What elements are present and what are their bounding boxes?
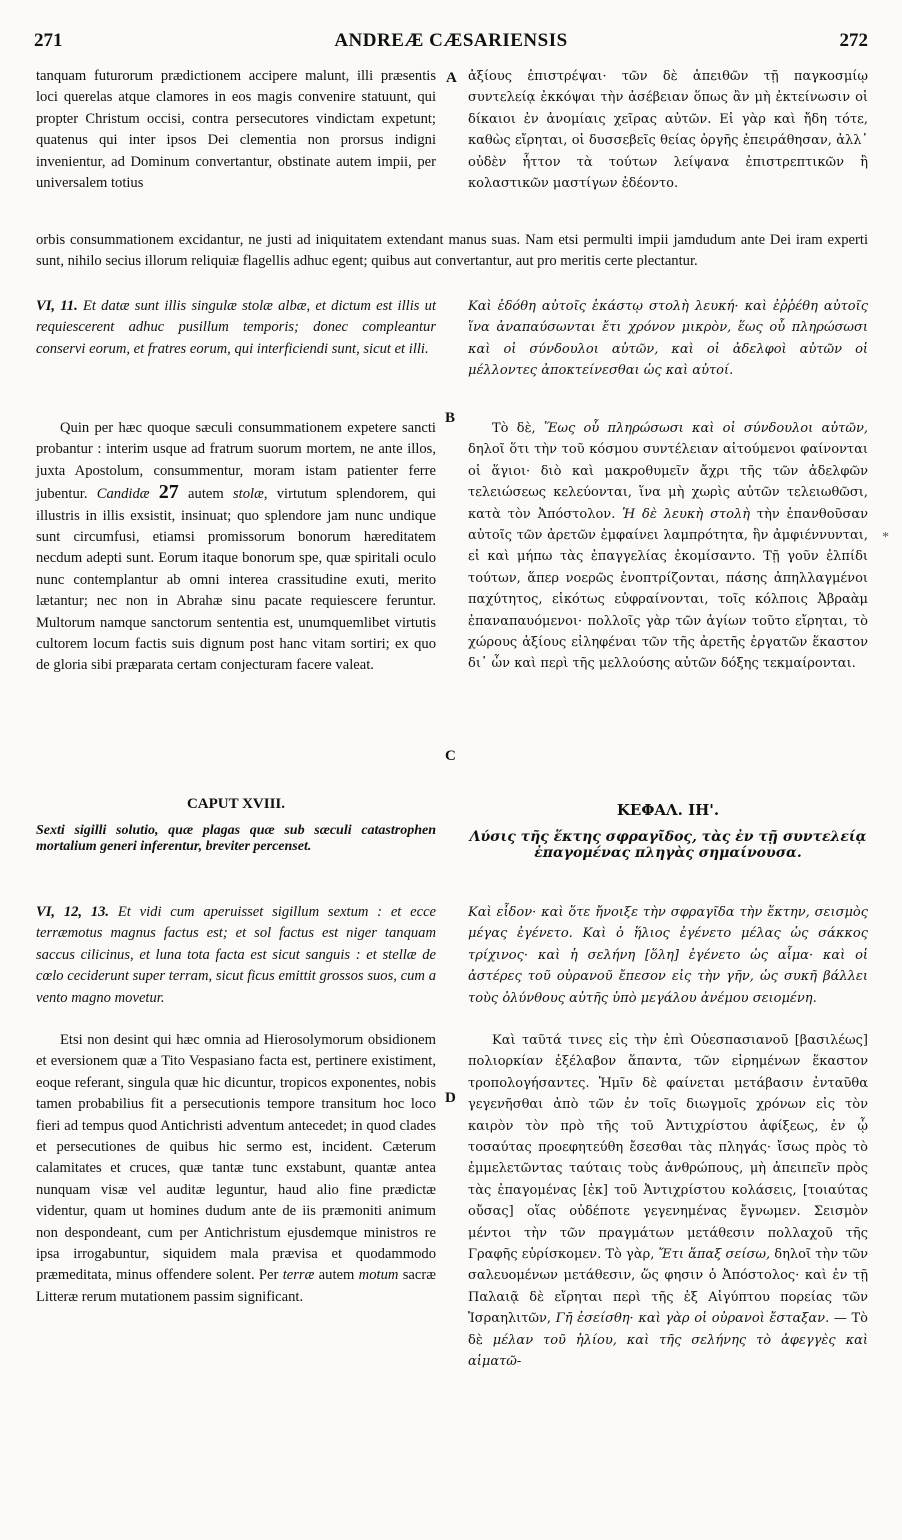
greek-verse2-text: Καὶ εἶδον· καὶ ὅτε ἤνοιξε τὴν σφραγῖδα τὴν ἕκτην, σεισμὸς μέγας ἐγένετο. Καὶ ὁ ἥλιος ἐγένετο μέλας ὡς σάκκος τρίχινος· καὶ ἡ σελήνη [ὅλη] ἐγένετο ὡς αἷμα· καὶ οἱ ἀστέρες τοῦ οὐρανοῦ ἔπεσον εἰς τὴν γῆν, ὡς συκῆ βάλλει τοὺς ὀλύνθους αὐτῆς ὑπὸ μεγάλου ἀνέμου σειομένη.: [468, 905, 868, 1006]
full-width-block: [36, 230, 868, 273]
greek-paragraph-2c: τὴν ἐπανθοῦσαν αὐτοῖς τῶν ἀρετῶν ἐμφαίνει λαμπρότητα, ἣν ἀμφιέννυνται, εἰ καὶ μήπω τὰς ἐπαγγελίας ἐκομίσαντο. Τῇ γοῦν ἐλπίδι τούτων, ἅπερ νοερῶς ἐνοπτρίζονται, πάσης ἀπηλλαγμένοι παχύτητος, εἰκότως εὐφραίνονται, τοῖς κόλποις Ἀβραὰμ ἐπαναπαυόμενοι· πολλοῖς γὰρ τῶν ἁγίων τοῦτο εἴρηται, τὸ χώρους ἀξίους εἰληφέναι τῶν τῆς ἀρετῆς ἐργατῶν ἕκαστον δι᾽ ὧν καὶ περὶ τῆς μελλούσης αὐτῶν δόξης τεκμαίρονται.: [468, 506, 868, 672]
latin-chapter-head: [36, 794, 436, 855]
page-header: [34, 30, 868, 60]
margin-marker-b: B: [445, 410, 456, 426]
latin-chapter-title: CAPUT XVIII.: [186, 796, 286, 812]
greek-paragraph-3a: Καὶ ταῦτά τινες εἰς τὴν ἐπὶ Οὐεσπασιανοῦ [βασιλέως] πολιορκίαν ἐξέλαβον ἅπαντα, τῶν εἰρημένων ἕκαστον τροπολογήσαντες. Ἡμῖν δὲ φαίνεται μετάβασιν ἐνταῦθα γεγενῆσθαι ἀπὸ τῶν ἐν τοῖς διωγμοῖς χρόνων εἰς τὸν καιρὸν τὸν πρὸ τῆς τοῦ Ἀντιχρίστου ἀφίξεως, ἐν ᾧ τοσαύτας προεφητεύθη ἔσεσθαι τὰς πληγάς· ἴσως πρὸς τὸ ἐμμελετῶντας ταύταις τοὺς ἀνθρώπους, μὴ ἀπειπεῖν πρὸς τὰς ἐπαγομένας [ἐκ] τοῦ Ἀντιχρίστου κολάσεις, [τοιαύτας οὔσας] οἵας οὐδέποτε γεγενημένας ἔγνωμεν. Σεισμὸν μέντοι τὴν τῶν πραγμάτων μετάθεσιν πολλαχοῦ τῆς Γραφῆς εὑρίσκομεν. Τὸ γὰρ,: [468, 1033, 868, 1263]
greek-chapter-title: ΚΕΦΑΛ. ΙΗ'.: [616, 801, 720, 819]
greek-paragraph-3b: δηλοῖ τὴν τῶν σαλευομένων μετάθεσιν, ὥς φησιν ὁ Ἀπόστολος· καὶ ἐν τῇ Παλαιᾷ δὲ εἴρηται περὶ τῆς ἐξ Αἰγύπτου πορείας τῶν Ἰσραηλιτῶν,: [468, 1247, 868, 1327]
latin-verse-text: Et datæ sunt illis singulæ stolæ albæ, et dictum est illis ut requiescerent adhuc pusillum temporis; donec compleantur conservi eorum, et fratres eorum, qui interficiendi sunt, sicut et illi.: [36, 298, 436, 357]
greek-verse-text: Καὶ ἐδόθη αὐτοῖς ἑκάστῳ στολὴ λευκή· καὶ ἐῤῥέθη αὐτοῖς ἵνα ἀναπαύσωνται ἔτι χρόνον μικρὸν, ἕως οὗ πληρώσωσι καὶ οἱ σύνδουλοι αὐτῶν, καὶ οἱ ἀδελφοὶ αὐτῶν οἱ μέλλοντες ἀποκτείνεσθαι ὡς καὶ αὐτοί.: [468, 299, 868, 379]
greek-paragraph-1: ἀξίους ἐπιστρέψαι· τῶν δὲ ἀπειθῶν τῇ παγκοσμίῳ συντελείᾳ ἐκκόψαι τὴν ἀσέβειαν ὅπως ἂν μὴ ἐκτείνωσιν οἱ δίκαιοι ἐν ἀνομίαις χεῖρας αὐτῶν. Εἰ γὰρ καὶ ἤδη τότε, καθὼς εἴρηται, οἱ δυσσεβεῖς θείας ὀργῆς ἐπειράθησαν, ἀλλ᾽ οὐδὲν ἧττον τὰ τούτων λείψανα ἐπιστρεπτικῶν ἢ κολαστικῶν μαστίγων ἐδέοντο.: [468, 69, 868, 192]
latin-motum: motum: [358, 1267, 399, 1284]
page-number-right: 272: [839, 30, 868, 51]
verse2-reference: VI, 12, 13.: [36, 904, 110, 920]
greek-commentary: [468, 418, 868, 675]
margin-star: *: [882, 530, 889, 545]
latin-verse2-block: [36, 902, 436, 1009]
latin-paragraph-1: tanquam futurorum prædictionem accipere malunt, illi præsentis loci querelas atque clamores in eos magis convenire statuunt, qui propter Christum occisi, contra persecutores vindictam expetunt; quatenus qui inter ipsos Dei clementia non prorsus indigni invenientur, ad Dominum convertantur, obstinate autem impii, per universalem totius: [36, 68, 436, 192]
latin-paragraph-2a: Quin per hæc quoque sæculi consummationem expetere sancti probantur : interim usque ad fratrum suorum mortem, ne ante illos, juxta Apostolum, consummentur, moram istam patienter ferre jubentur.: [36, 420, 436, 503]
latin-commentary: [36, 418, 436, 677]
greek-commentary-2: [468, 1030, 868, 1373]
greek-quote-5: μέλαν τοῦ ἡλίου, καὶ τῆς σελήνης τὸ ἀφεγγὲς καὶ αἱματῶ-: [468, 1332, 868, 1370]
greek-paragraph-3c: — Τὸ δὲ: [468, 1311, 869, 1348]
margin-marker-a: A: [446, 70, 457, 86]
latin-candidae: Candidæ: [96, 486, 150, 503]
greek-quote-4: Γῆ ἐσείσθη· καὶ γὰρ οἱ οὐρανοὶ ἔσταξαν.: [555, 1311, 830, 1327]
greek-quote-1: Ἕως οὗ πληρώσωσι καὶ οἱ σύνδουλοι αὐτῶν,: [543, 421, 868, 436]
latin-stolae: stolæ: [233, 486, 264, 503]
margin-marker-d: D: [445, 1090, 456, 1106]
page-number-left: 271: [34, 30, 63, 51]
latin-paragraph-3a: Etsi non desint qui hæc omnia ad Hierosolymorum obsidionem et eversionem quæ a Tito Vespasiano facta est, pertinere existiment, eoque referant, singula quæ hic dicuntur, tropicos exponentes, nobis tamen probabilius fit a persecutionis tempore transitum hoc loco fieri ad tempus quod Antichristi adventum antecedet; in quod clades et persecutiones de quibus hic sermo est, incident. Cæterum calamitates et cruces, quæ tantæ tunc exstabunt, quantæ antea nunquam visæ vel auditæ leguntur, haud alio fine prædictæ videntur, quam ut homines dudum ante de iis præmoniti animum non despondeant, cum per Antichristum ejusdemque ministros re ipsa irrogabuntur, siquidem mala prævisa et quodammodo præmeditata, minus offendere solent. Per: [36, 1032, 436, 1284]
greek-chapter-head: [468, 800, 868, 861]
latin-paragraph-2b: , virtutum splendorem, qui illustris in illis exsistit, insinuat; quo splendore jam nunc undique sunt circumfusi, etiamsi promissorum bonorum hæreditatem necdum adepti sunt. Eorum itaque bonorum spe, quæ spiritali oculo nunc contemplantur ab omni interea crassitudine exuti, merito lætantur; nec non in Abrahæ sinu pacate requiescere feruntur. Multorum namque sanctorum sententia est, unumquemlibet virtutis cultorem locum factis suis dignum post hanc vitam sortiri; ex quo de gloria sibi præparata certam conjecturam facere valeat.: [36, 486, 436, 674]
verse-reference: VI, 11.: [36, 298, 78, 314]
latin-paragraph-3b: sacræ Litteræ rerum mutationem passim significant.: [36, 1267, 436, 1305]
running-title: ANDREÆ CÆSARIENSIS: [334, 30, 568, 51]
latin-verse-block: [36, 296, 436, 360]
latin-commentary-2: [36, 1030, 436, 1308]
latin-verse2-text: Et vidi cum aperuisset sigillum sextum : et ecce terræmotus magnus factus est; et sol factus est niger tanquam saccus cilicinus, et luna tota facta est sicut sanguis : et stellæ de cœlo ceciderunt super terram, sicut ficus emittit grossos suos, cum a vento magno movetur.: [36, 904, 437, 1006]
latin-terrae: terræ: [282, 1267, 315, 1284]
full-width-text: orbis consummationem excidantur, ne justi ad iniquitatem extendant manus suas. Nam etsi permulti impii jamdudum ante Dei iram experti sunt, nihilo secius illorum reliquiæ flagellis adhuc egent; quibus aut convertantur, aut pro meritis certe plectantur.: [36, 232, 868, 270]
latin-chapter-summary: Sexti sigilli solutio, quæ plagas quæ sub sæculi catastrophen mortalium generi inferentur, breviter percenset.: [36, 823, 436, 855]
greek-paragraph-2b: δηλοῖ ὅτι τὴν τοῦ κόσμου συντέλειαν αἰτούμενοι φαίνονται οἱ ἅγιοι· διὸ καὶ μακροθυμεῖν ἄχρι τῆς τῶν ἀδελφῶν τελειώσεως κελεύονται, ἵνα μὴ χωρὶς αὐτῶν τελειωθῶσι, κατὰ τὸν Ἀπόστολον.: [468, 442, 868, 522]
greek-chapter-summary: Λύσις τῆς ἕκτης σφραγῖδος, τὰς ἐν τῇ συντελείᾳ ἐπαγομένας πληγὰς σημαίνουσα.: [469, 829, 867, 862]
greek-paragraph-2a: Τὸ δὲ,: [492, 421, 536, 436]
latin-p3-autem: autem: [318, 1267, 355, 1284]
greek-verse-block: [468, 296, 868, 382]
latin-autem: autem: [188, 486, 224, 503]
greek-quote-3: Ἔτι ἅπαξ σείσω,: [658, 1247, 771, 1263]
greek-column-top: [468, 66, 868, 194]
greek-verse2-block: [468, 902, 868, 1009]
page-marginal-number: 27: [158, 481, 179, 504]
margin-marker-c: C: [445, 748, 456, 764]
greek-quote-2: Ἡ δὲ λευκὴ στολὴ: [622, 506, 750, 522]
latin-column-top: [36, 66, 436, 194]
